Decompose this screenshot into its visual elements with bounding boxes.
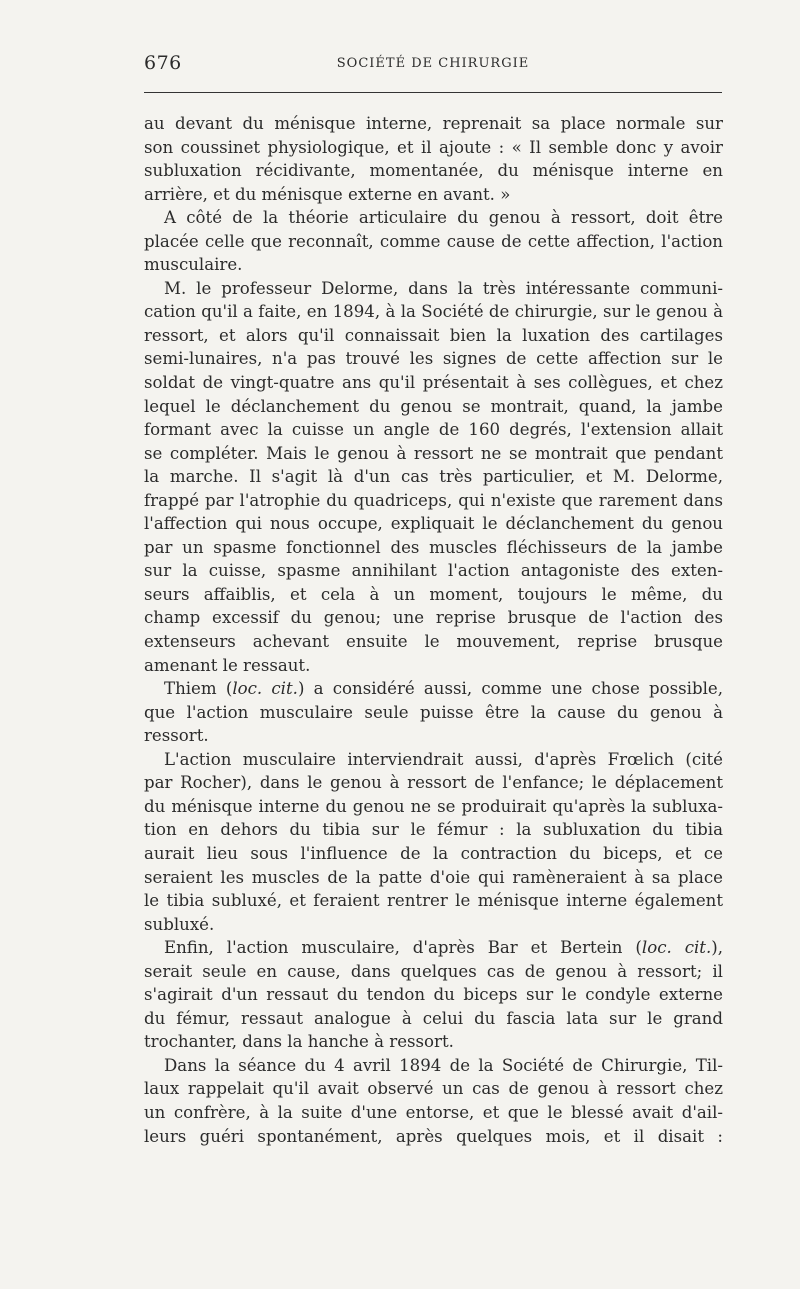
text-line: tion en dehors du tibia sur le fémur : la subluxation du tibia	[144, 820, 723, 840]
text-line: extenseurs achevant ensuite le mouvement, reprise brusque	[144, 632, 723, 652]
text-line: Dans la séance du 4 avril 1894 de la Société de Chirurgie, Til-	[164, 1055, 723, 1075]
page-header	[144, 52, 722, 78]
text-line: amenant le ressaut.	[144, 655, 311, 675]
citation-italic: loc. cit.	[232, 679, 298, 699]
text-line: du fémur, ressaut analogue à celui du fascia lata sur le grand	[144, 1008, 723, 1028]
text-line: par un spasme fonctionnel des muscles fléchisseurs de la jambe	[144, 537, 723, 557]
text-line: du ménisque interne du genou ne se produirait qu'après la subluxa-	[144, 796, 723, 816]
text-line: serait seule en cause, dans quelques cas de genou à ressort; il	[144, 961, 723, 981]
text-line	[144, 677, 723, 701]
text-line: musculaire.	[144, 255, 243, 275]
text-line: laux rappelait qu'il avait observé un cas de genou à ressort chez	[144, 1079, 723, 1099]
text-line: frappé par l'atrophie du quadriceps, qui n'existe que rarement dans	[144, 490, 723, 510]
text-line: que l'action musculaire seule puisse être la cause du genou à	[144, 702, 723, 722]
text-line: subluxé.	[144, 914, 215, 934]
page-number: 676	[144, 52, 182, 74]
text-line: seurs affaiblis, et cela à un moment, toujours le même, du	[144, 584, 723, 604]
text-line: A côté de la théorie articulaire du genou à ressort, doit être	[164, 208, 723, 228]
text-line: au devant du ménisque interne, reprenait sa place normale sur	[144, 114, 723, 133]
header-rule	[144, 92, 722, 93]
text-line: par Rocher), dans le genou à ressort de l'enfance; le déplacement	[144, 773, 723, 793]
text-line: semi-lunaires, n'a pas trouvé les signes de cette affection sur le	[144, 349, 723, 369]
text-line: son coussinet physiologique, et il ajoute : « Il semble donc y avoir	[144, 137, 723, 157]
running-title: SOCIÉTÉ DE CHIRURGIE	[336, 56, 530, 71]
text-line: placée celle que reconnaît, comme cause de cette affection, l'action	[144, 231, 723, 251]
text-line: ressort.	[144, 726, 209, 746]
text-line: s'agirait d'un ressaut du tendon du biceps sur le condyle externe	[144, 985, 723, 1005]
citation-italic: loc. cit.	[641, 938, 712, 958]
text-line: lequel le déclanchement du genou se montrait, quand, la jambe	[144, 396, 723, 416]
text-line: arrière, et du ménisque externe en avant. »	[144, 184, 511, 204]
text-line: M. le professeur Delorme, dans la très intéressante communi-	[164, 278, 723, 298]
text-run: ),	[711, 938, 723, 958]
text-line: trochanter, dans la hanche à ressort.	[144, 1032, 454, 1052]
text-run: Thiem (	[164, 679, 233, 699]
text-line: subluxation récidivante, momentanée, du ménisque interne en	[144, 161, 723, 181]
text-line: un confrère, à la suite d'une entorse, et que le blessé avait d'ail-	[144, 1102, 723, 1122]
text-line: aurait lieu sous l'influence de la contraction du biceps, et ce	[144, 843, 723, 863]
text-line: seraient les muscles de la patte d'oie qui ramèneraient à sa place	[144, 867, 723, 887]
text-line: L'action musculaire interviendrait aussi, d'après Frœlich (cité	[164, 749, 723, 769]
text-line: se compléter. Mais le genou à ressort ne se montrait que pendant	[144, 443, 723, 463]
text-run: ) a considéré aussi, comme une chose possible,	[297, 679, 723, 699]
text-line: soldat de vingt-quatre ans qu'il présentait à ses collègues, et chez	[144, 373, 723, 393]
text-line: sur la cuisse, spasme annihilant l'action antagoniste des exten-	[144, 561, 723, 581]
text-line	[144, 936, 723, 960]
text-line: leurs guéri spontanément, après quelques mois, et il disait :	[144, 1126, 723, 1146]
body-text	[144, 112, 723, 1148]
text-line: l'affection qui nous occupe, expliquait le déclanchement du genou	[144, 514, 723, 534]
text-line: le tibia subluxé, et feraient rentrer le ménisque interne également	[144, 891, 723, 911]
text-run: Enfin, l'action musculaire, d'après Bar et Bertein (	[164, 938, 642, 958]
text-line: formant avec la cuisse un angle de 160 degrés, l'extension allait	[144, 420, 723, 440]
text-line: ressort, et alors qu'il connaissait bien la luxation des cartilages	[144, 325, 723, 345]
text-line: la marche. Il s'agit là d'un cas très particulier, et M. Delorme,	[144, 467, 723, 487]
text-line: champ excessif du genou; une reprise brusque de l'action des	[144, 608, 723, 628]
text-line: cation qu'il a faite, en 1894, à la Société de chirurgie, sur le genou à	[144, 302, 723, 322]
